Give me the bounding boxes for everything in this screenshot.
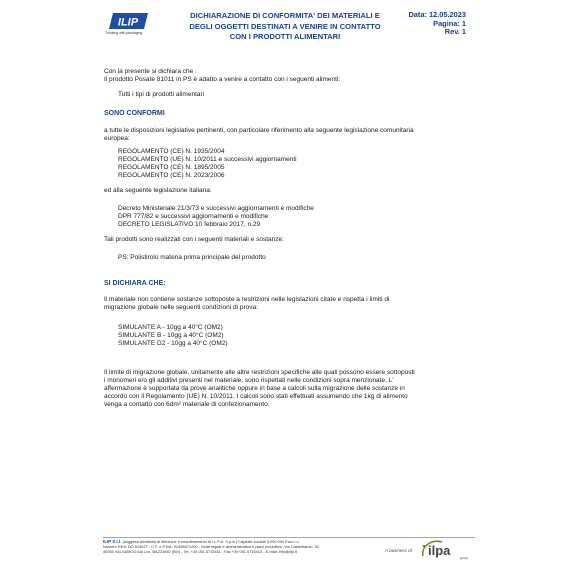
eu-regulation: REGOLAMENTO (CE) N. 1895/2005: [118, 163, 225, 171]
migration-line: Il materiale non contiene sostanze sottoposte a restrizioni nelle legislazioni citate e rispetta i limiti di: [104, 296, 390, 303]
closing-line: Il limite di migrazione globale, unitamente alle altre restrizioni specifiche alle quali possono essere sottoposti: [104, 369, 415, 376]
closing-line: affermazione è supportata da prove analitiche oppure in base a calcoli sulla migrazione delle sostanze in: [104, 384, 405, 392]
eu-regulation: REGOLAMENTO (CE) N. 2023/2006: [118, 171, 225, 179]
footer-line-2: Numero REA: BO 524027 - C.F. e P.IVA: 02498971200 - Sede legale e amministrativa e plant produttivo: Via Castelfranco, 52: [103, 544, 320, 549]
migration-intro: [104, 296, 468, 312]
simulant: SIMULANTE A - 10gg a 40°C (OM2): [118, 324, 223, 331]
logo-tagline: Thinking with packaging: [105, 31, 143, 35]
intro-line: Il prodotto Posate 81011 in PS è adatto a venire a contatto con i seguenti alimenti:: [104, 75, 341, 83]
legislation-line: a tutte le disposizioni legislative pertinenti, con particolare riferimento alla seguente legislazione comunitaria: [104, 127, 414, 134]
title-line: DEGLI OGGETTI DESTINATI A VENIRE IN CONTATTO: [189, 21, 381, 31]
eu-regulations: [118, 148, 297, 180]
simulant: SIMULANTE D2 - 10gg a 40°C (OM2): [118, 339, 228, 347]
conformi-heading: SONO CONFORMI: [104, 110, 165, 117]
ilpa-logo-text: ilpa: [428, 543, 451, 558]
italian-intro: ed alla seguente legislazione italiana:: [104, 187, 212, 194]
eu-regulation: REGOLAMENTO (CE) N. 1935/2004: [118, 148, 225, 155]
footer-company: ILIP S.r.l.: [103, 539, 122, 544]
document-date: Data: 12.05.2023: [408, 10, 466, 19]
footer: [103, 539, 393, 554]
simulants: [118, 324, 228, 348]
ilpa-logo-tag: group: [460, 556, 469, 560]
closing-paragraph: [104, 369, 470, 409]
ilpa-logo: [420, 538, 476, 560]
italian-regulations: [118, 205, 314, 229]
title-line: DICHIARAZIONE DI CONFORMITA' DEI MATERIALI E: [190, 11, 380, 20]
ilip-logo: [108, 11, 150, 31]
intro-line: Con la presente si dichiara che :: [104, 68, 197, 75]
footer-line-3: 40053 VALSAMOGGIA Loc. BAZZANO (BO) - Tel. +39 051 6715411 - Fax +39 051 6715413 - E-mail: info@ilip.it: [103, 549, 297, 554]
document-meta: [398, 11, 466, 37]
closing-line: venga a contatto con 6dm² materiale di confezionamento.: [104, 400, 270, 408]
business-of-label: A business of: [385, 548, 412, 553]
simulant: SIMULANTE B - 10gg a 40°C (OM2): [118, 331, 224, 339]
migration-line: migrazione globale nelle seguenti condizioni di prova:: [104, 303, 258, 311]
italian-regulation: DECRETO LEGISLATIVO 10 febbraio 2017, n.29: [118, 220, 261, 228]
closing-line: i monomeri e/o gli additivi presenti nel materiale, sono rispettati nelle condizioni sopra menzionate. L': [104, 376, 394, 384]
footer-text: (soggetta all'attività di direzione e coordinamento di I.L.P.A. S.p.A.) Capitale sociale 5.000.000 Euro i.v.: [122, 539, 300, 544]
document-title: [176, 11, 394, 43]
closing-line: accordo con il Regolamento (UE) N. 10/2011. I calcoli sono stati effettuati assumendo che 1kg di alimento: [104, 392, 408, 400]
materials-intro: Tali prodotti sono realizzati con i seguenti materiali e sostanze:: [104, 236, 284, 243]
intro: [104, 68, 340, 84]
foods: Tutti i tipi di prodotti alimentari: [118, 91, 205, 98]
revision: Rev. 1: [444, 27, 466, 37]
italian-regulation: DPR 777/82 e successivi aggiornamenti e modifiche: [118, 212, 269, 220]
ilip-logo-text: ILIP: [117, 16, 139, 29]
materials: PS: Polistirolo materia prima principale del prodotto: [118, 254, 266, 261]
eu-regulation: REGOLAMENTO (UE) N. 10/2011 e successivi aggiornamenti: [118, 155, 297, 163]
legislation-line: europea:: [104, 134, 130, 142]
legislation-intro: [104, 127, 414, 143]
title-line: CON I PRODOTTI ALIMENTARI: [229, 32, 341, 42]
page-number: Pagina: 1: [433, 18, 466, 28]
italian-regulation: Decreto Ministeriale 21/3/73 e successivi aggiornamenti e modifiche: [118, 205, 314, 212]
dichiara-heading: SI DICHIARA CHE:: [104, 280, 166, 287]
